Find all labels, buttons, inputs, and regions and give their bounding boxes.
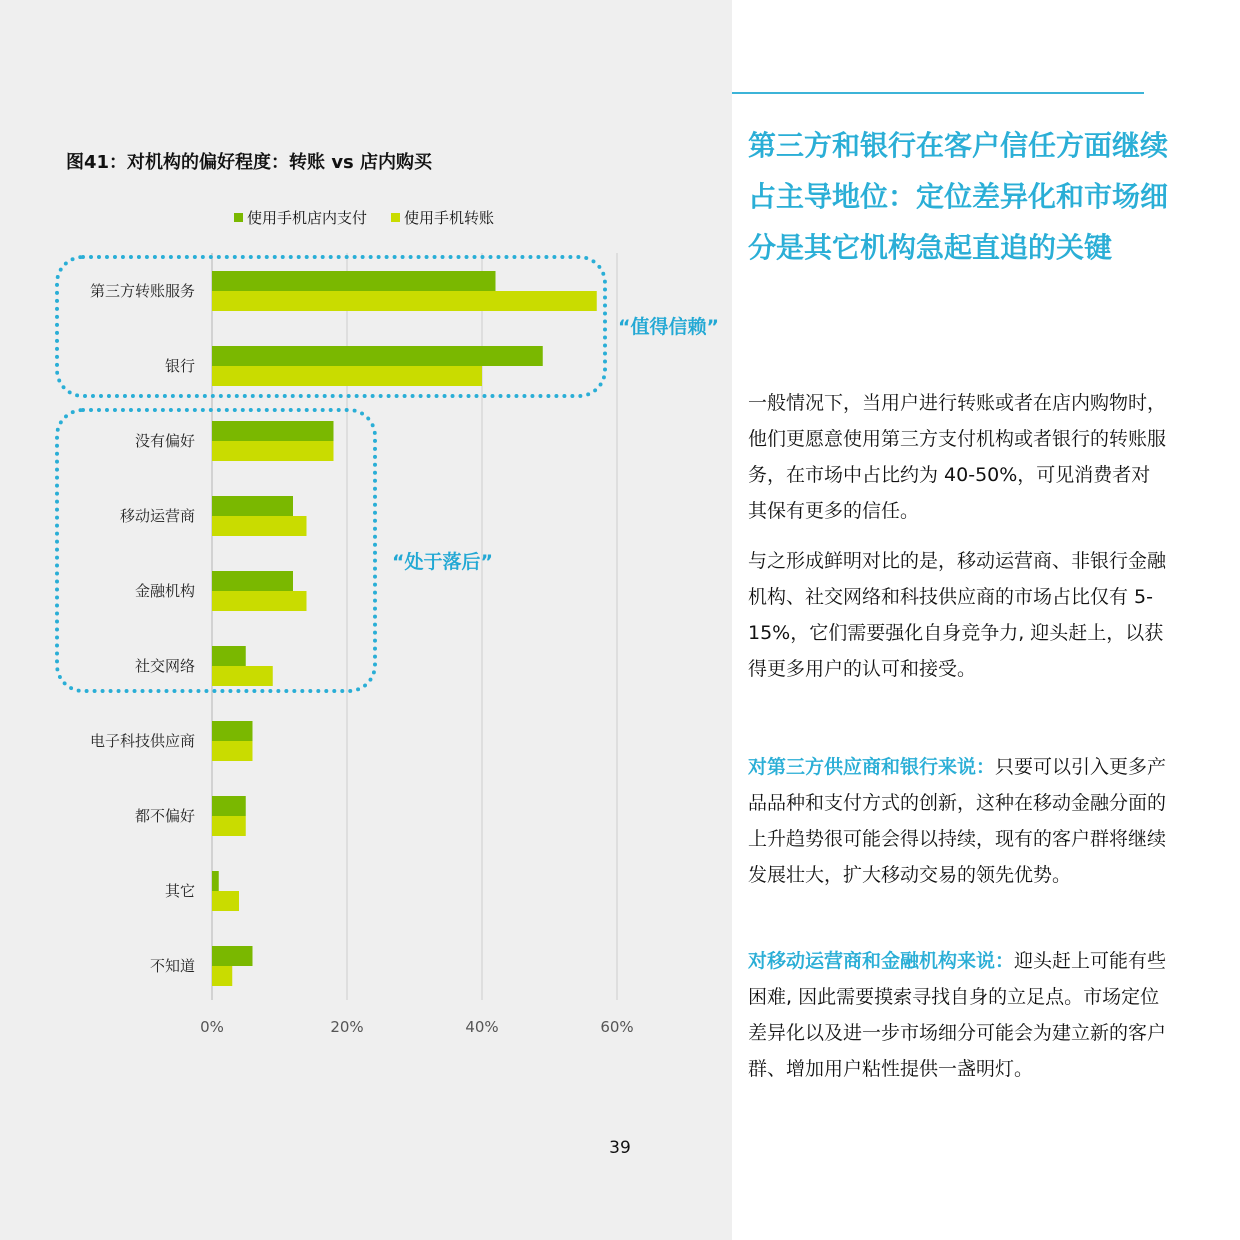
x-tick-label: 60%: [600, 1018, 634, 1036]
paragraph-4: [748, 943, 1168, 1087]
bar-in-store: [212, 946, 253, 966]
bar-transfer: [212, 966, 232, 986]
section-headline: 第三方和银行在客户信任方面继续占主导地位：定位差异化和市场细分是其它机构急起直追的关键: [748, 129, 1169, 264]
bar-in-store: [212, 721, 253, 741]
page-number: 39: [609, 1138, 631, 1158]
trusted-group-box: [55, 255, 607, 398]
x-tick-label: 0%: [200, 1018, 224, 1036]
top-rule: [732, 92, 1144, 94]
category-label: 电子科技供应商: [89, 732, 195, 750]
category-label: 金融机构: [134, 582, 195, 600]
legend-label-transfer: 使用手机转账: [404, 209, 495, 227]
x-tick-label: 20%: [330, 1018, 364, 1036]
bar-transfer: [212, 816, 246, 836]
paragraph-3-text: 只要可以引入更多产品品种和支付方式的创新，这种在移动金融分面的上升趋势很可能会得以持续，现有的客户群将继续发展壮大，扩大移动交易的领先优势。: [748, 756, 1167, 886]
paragraph-1: 一般情况下，当用户进行转账或者在店内购物时，他们更愿意使用第三方支付机构或者银行的转账服务，在市场中占比约为 40-50%，可见消费者对其保有更多的信任。: [748, 392, 1167, 522]
bar-transfer: [212, 741, 253, 761]
legend-label-in-store: 使用手机店内支付: [247, 209, 368, 227]
category-label: 不知道: [149, 957, 195, 975]
category-label: 社交网络: [134, 657, 195, 675]
category-label: 都不偏好: [134, 807, 195, 825]
paragraph-3: [748, 749, 1168, 893]
bar-in-store: [212, 796, 246, 816]
x-tick-label: 40%: [465, 1018, 499, 1036]
category-label: 没有偏好: [134, 432, 195, 450]
bar-transfer: [212, 891, 239, 911]
chart-title: 图41：对机构的偏好程度：转账 vs 店内购买: [66, 152, 433, 173]
category-label: 第三方转账服务: [89, 282, 195, 300]
trusted-group-label: “值得信赖”: [618, 316, 719, 338]
lagging-group-label: “处于落后”: [392, 551, 493, 573]
category-label: 银行: [164, 357, 195, 375]
paragraph-3-highlight: 对第三方供应商和银行来说：: [748, 756, 996, 778]
paragraph-4-text: 迎头赶上可能有些困难, 因此需要摸索寻找自身的立足点。市场定位差异化以及进一步市场细分可能会为建立新的客户群、增加用户粘性提供一盏明灯。: [748, 950, 1167, 1080]
lagging-group-box: [55, 408, 377, 693]
paragraph-4-highlight: 对移动运营商和金融机构来说：: [748, 950, 1015, 972]
paragraph-2: 与之形成鲜明对比的是，移动运营商、非银行金融机构、社交网络和科技供应商的市场占比仅有 5-15%，它们需要强化自身竞争力, 迎头赶上，以获得更多用户的认可和接受。: [748, 550, 1167, 680]
category-label: 移动运营商: [119, 507, 195, 525]
bar-in-store: [212, 871, 219, 891]
category-label: 其它: [164, 882, 195, 900]
